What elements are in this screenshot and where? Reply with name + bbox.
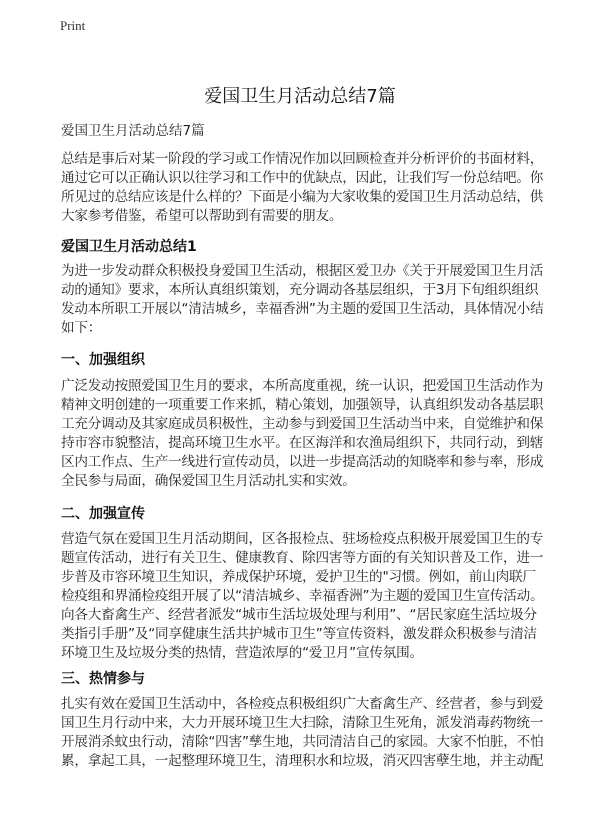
text-line: 为进一步发动群众积极投身爱国卫生活动，根据区爱卫办《关于开展爱国卫生月活 (61, 263, 544, 279)
text-line: 国卫生月行动中来，大力开展环境卫生大扫除，清除卫生死角，派发消毒药物统一 (61, 715, 544, 731)
text-line: 大家参考借鉴，希望可以帮助到有需要的朋友。 (61, 208, 343, 224)
paragraph-one (61, 377, 543, 491)
text-line: 区内工作点、生产一线进行宣传动员，以进一步提高活动的知晓率和参与率，形成 (61, 454, 544, 470)
text-line: 类指引手册”及“同享健康生活共护城市卫生”等宣传资料，激发群众积极参与清洁 (61, 626, 537, 642)
text-line: 题宣传活动，进行有关卫生、健康教育、除四害等方面的有关知识普及工作，进一 (61, 550, 544, 566)
text-line: 发动本所职工开展以“清洁城乡，幸福香洲”为主题的爱国卫生活动，具体情况小结 (61, 301, 544, 317)
heading-one: 一、加强组织 (61, 352, 145, 368)
text-line: 向各大畜禽生产、经营者派发“城市生活垃圾处理与利用”、“居民家庭生活垃圾分 (61, 607, 537, 623)
text-line: 精神文明创建的一项重要工作来抓，精心策划，加强领导，认真组织发动各基层职 (61, 397, 544, 413)
print-link[interactable]: Print (60, 18, 86, 33)
section1-heading: 爱国卫生月活动总结1 (61, 239, 197, 255)
paragraph-two (61, 530, 543, 663)
text-line: 总结是事后对某一阶段的学习或工作情况作加以回顾检查并分析评价的书面材料， (61, 151, 544, 167)
text-line: 环境卫生及垃圾分类的热情，营造浓厚的“爱卫月”宣传氛围。 (61, 645, 423, 661)
text-line: 扎实有效在爱国卫生活动中，各检疫点积极组织广大畜禽生产、经营者，参与到爱 (61, 696, 544, 712)
section1-paragraph (61, 262, 543, 338)
subtitle: 爱国卫生月活动总结7篇 (61, 123, 205, 139)
text-line: 工充分调动及其家庭成员积极性，主动参与到爱国卫生活动当中来，自觉维护和保 (61, 416, 544, 432)
paragraph-three (61, 695, 543, 771)
text-line: 累，拿起工具，一起整理环境卫生，清理积水和垃圾，消灭四害孽生地，并主动配 (61, 753, 544, 769)
text-line: 动的通知》要求，本所认真组织策划，充分调动各基层组织，于3月下旬组织组织 (61, 282, 539, 298)
text-line: 开展消杀蚊虫行动，清除“四害”孳生地，共同清洁自己的家园。大家不怕脏，不怕 (61, 734, 544, 750)
intro-paragraph (61, 150, 543, 226)
text-line: 全民参与局面，确保爱国卫生月活动扎实和实效。 (61, 473, 356, 489)
text-line: 如下： (61, 320, 102, 336)
text-line: 所见过的总结应该是什么样的？下面是小编为大家收集的爱国卫生月活动总结，供 (61, 189, 544, 205)
text-line: 广泛发动按照爱国卫生月的要求，本所高度重视，统一认识，把爱国卫生活动作为 (61, 378, 544, 394)
text-line: 通过它可以正确认识以往学习和工作中的优缺点，因此，让我们写一份总结吧。你 (61, 170, 544, 186)
page-title: 爱国卫生月活动总结7篇 (204, 86, 396, 107)
text-line: 持市容市貌整洁，提高环境卫生水平。在区海洋和农渔局组织下，共同行动，到辖 (61, 435, 544, 451)
text-line: 检疫组和界涌检疫组开展了以“清洁城乡、幸福香洲”为主题的爱国卫生宣传活动。 (61, 588, 544, 604)
text-line: 步普及市容环境卫生知识，养成保护环境，爱护卫生的"习惯。例如，前山肉联厂 (61, 569, 536, 585)
heading-three: 三、热情参与 (61, 671, 145, 687)
text-line: 营造气氛在爱国卫生月活动期间，区各报检点、驻场检疫点积极开展爱国卫生的专 (61, 531, 544, 547)
heading-two: 二、加强宣传 (61, 506, 145, 522)
